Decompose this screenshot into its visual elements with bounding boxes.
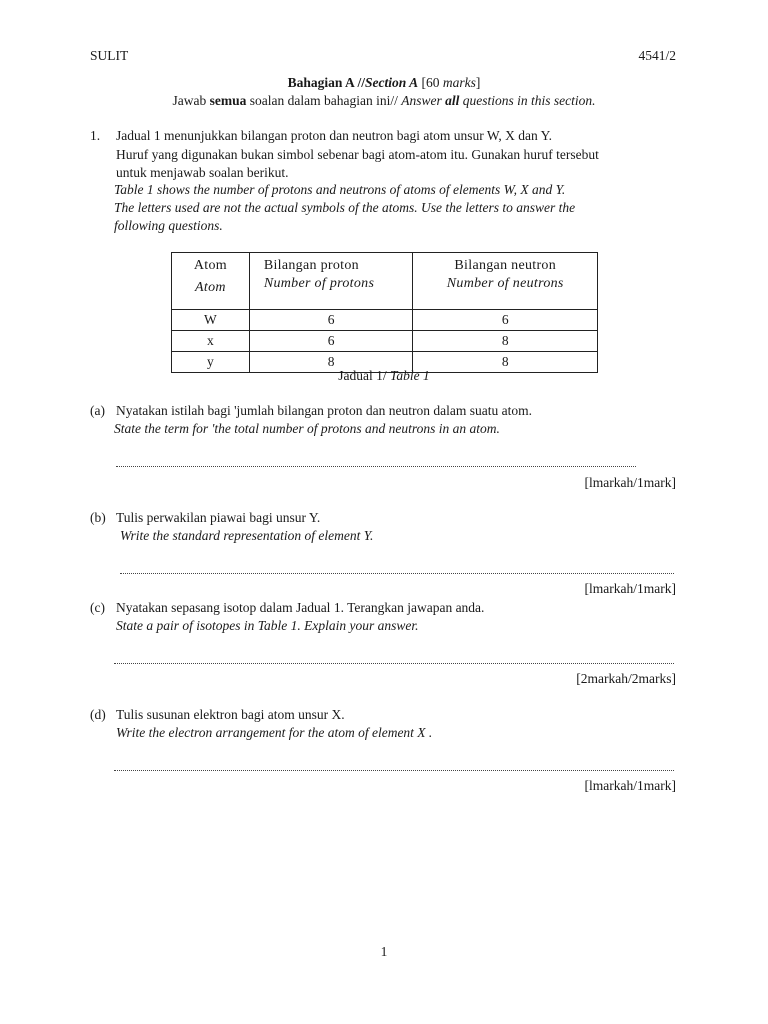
instr-en-part-2: questions in this section. <box>459 93 596 108</box>
part-a-english: State the term for 'the total number of protons and neutrons in an atom. <box>114 421 500 436</box>
cell-atom: W <box>172 310 250 331</box>
table-row <box>172 331 598 352</box>
part-c-english: State a pair of isotopes in Table 1. Explain your answer. <box>116 618 419 633</box>
table-1 <box>171 252 598 373</box>
header-protons-malay: Bilangan proton <box>263 258 359 273</box>
section-title-sep: // <box>354 75 365 90</box>
section-title-malay: Bahagian A <box>287 75 355 90</box>
part-d-answer-line[interactable] <box>114 770 674 771</box>
table-header-neutrons <box>413 253 598 310</box>
table-caption-malay: Jadual 1/ <box>338 368 391 383</box>
part-a-marks: [lmarkah/1mark] <box>584 475 676 490</box>
section-title-english: Section A <box>364 75 419 90</box>
section-instructions <box>0 92 768 110</box>
part-b-malay: Tulis perwakilan piawai bagi unsur Y. <box>116 510 321 525</box>
instr-en-bold: all <box>445 93 460 108</box>
table-caption-english: Table 1 <box>390 368 430 383</box>
part-c-marks: [2markah/2marks] <box>576 671 676 686</box>
part-b-answer-line[interactable] <box>120 573 674 574</box>
cell-protons: 6 <box>249 331 413 352</box>
part-c-label: (c) <box>90 600 105 615</box>
header-atom-english: Atom <box>195 280 226 295</box>
cell-protons: 8 <box>249 352 413 373</box>
page-number: 1 <box>380 944 388 959</box>
header-protons-english: Number of protons <box>263 276 375 291</box>
header-neutrons-english: Number of neutrons <box>446 276 564 291</box>
part-d-english: Write the electron arrangement for the atom of element X . <box>116 725 433 740</box>
instr-en-part-1: Answer <box>401 93 446 108</box>
cell-neutrons: 8 <box>413 352 598 373</box>
question-english-line-2: The letters used are not the actual symbols of the atoms. Use the letters to answer the <box>114 200 576 215</box>
part-a-malay: Nyatakan istilah bagi 'jumlah bilangan proton dan neutron dalam suatu atom. <box>116 403 532 418</box>
part-d-malay: Tulis susunan elektron bagi atom unsur X. <box>116 707 345 722</box>
table-header-atom <box>172 253 250 310</box>
instr-bold: semua <box>209 93 247 108</box>
cell-neutrons: 8 <box>413 331 598 352</box>
part-a-answer-line[interactable] <box>116 466 636 467</box>
cell-protons: 6 <box>249 310 413 331</box>
header-atom-malay: Atom <box>193 258 227 273</box>
cell-atom: y <box>172 352 250 373</box>
header-right-code: 4541/2 <box>638 48 676 63</box>
part-c-malay: Nyatakan sepasang isotop dalam Jadual 1. Terangkan jawapan anda. <box>116 600 485 615</box>
section-marks-word: marks <box>442 75 476 90</box>
cell-atom: x <box>172 331 250 352</box>
instr-part-2: soalan dalam bahagian ini// <box>246 93 402 108</box>
question-english-line-3: following questions. <box>114 218 223 233</box>
table-header-row <box>172 253 598 310</box>
table-row <box>172 310 598 331</box>
part-d-marks: [lmarkah/1mark] <box>584 778 676 793</box>
question-malay-line-3: untuk menjawab soalan berikut. <box>116 165 289 180</box>
header-neutrons-malay: Bilangan neutron <box>454 258 557 273</box>
question-malay-line-2: Huruf yang digunakan bukan simbol sebenar bagi atom-atom itu. Gunakan huruf tersebut <box>116 147 599 162</box>
section-marks-suffix: ] <box>475 75 481 90</box>
part-b-label: (b) <box>90 510 106 525</box>
question-number: 1. <box>90 128 101 143</box>
question-malay-line-1: Jadual 1 menunjukkan bilangan proton dan neutron bagi atom unsur W, X dan Y. <box>116 128 553 143</box>
header-left-label: SULIT <box>90 48 129 63</box>
part-a-label: (a) <box>90 403 105 418</box>
section-title <box>0 74 768 92</box>
part-b-english: Write the standard representation of element Y. <box>120 528 374 543</box>
instr-part-1: Jawab <box>172 93 210 108</box>
part-b-marks: [lmarkah/1mark] <box>584 581 676 596</box>
part-d-label: (d) <box>90 707 106 722</box>
table-header-protons <box>249 253 413 310</box>
cell-neutrons: 6 <box>413 310 598 331</box>
table-caption <box>0 367 768 385</box>
part-c-answer-line[interactable] <box>114 663 674 664</box>
question-english-line-1: Table 1 shows the number of protons and neutrons of atoms of elements W, X and Y. <box>114 182 566 197</box>
section-marks-prefix: [60 <box>418 75 443 90</box>
